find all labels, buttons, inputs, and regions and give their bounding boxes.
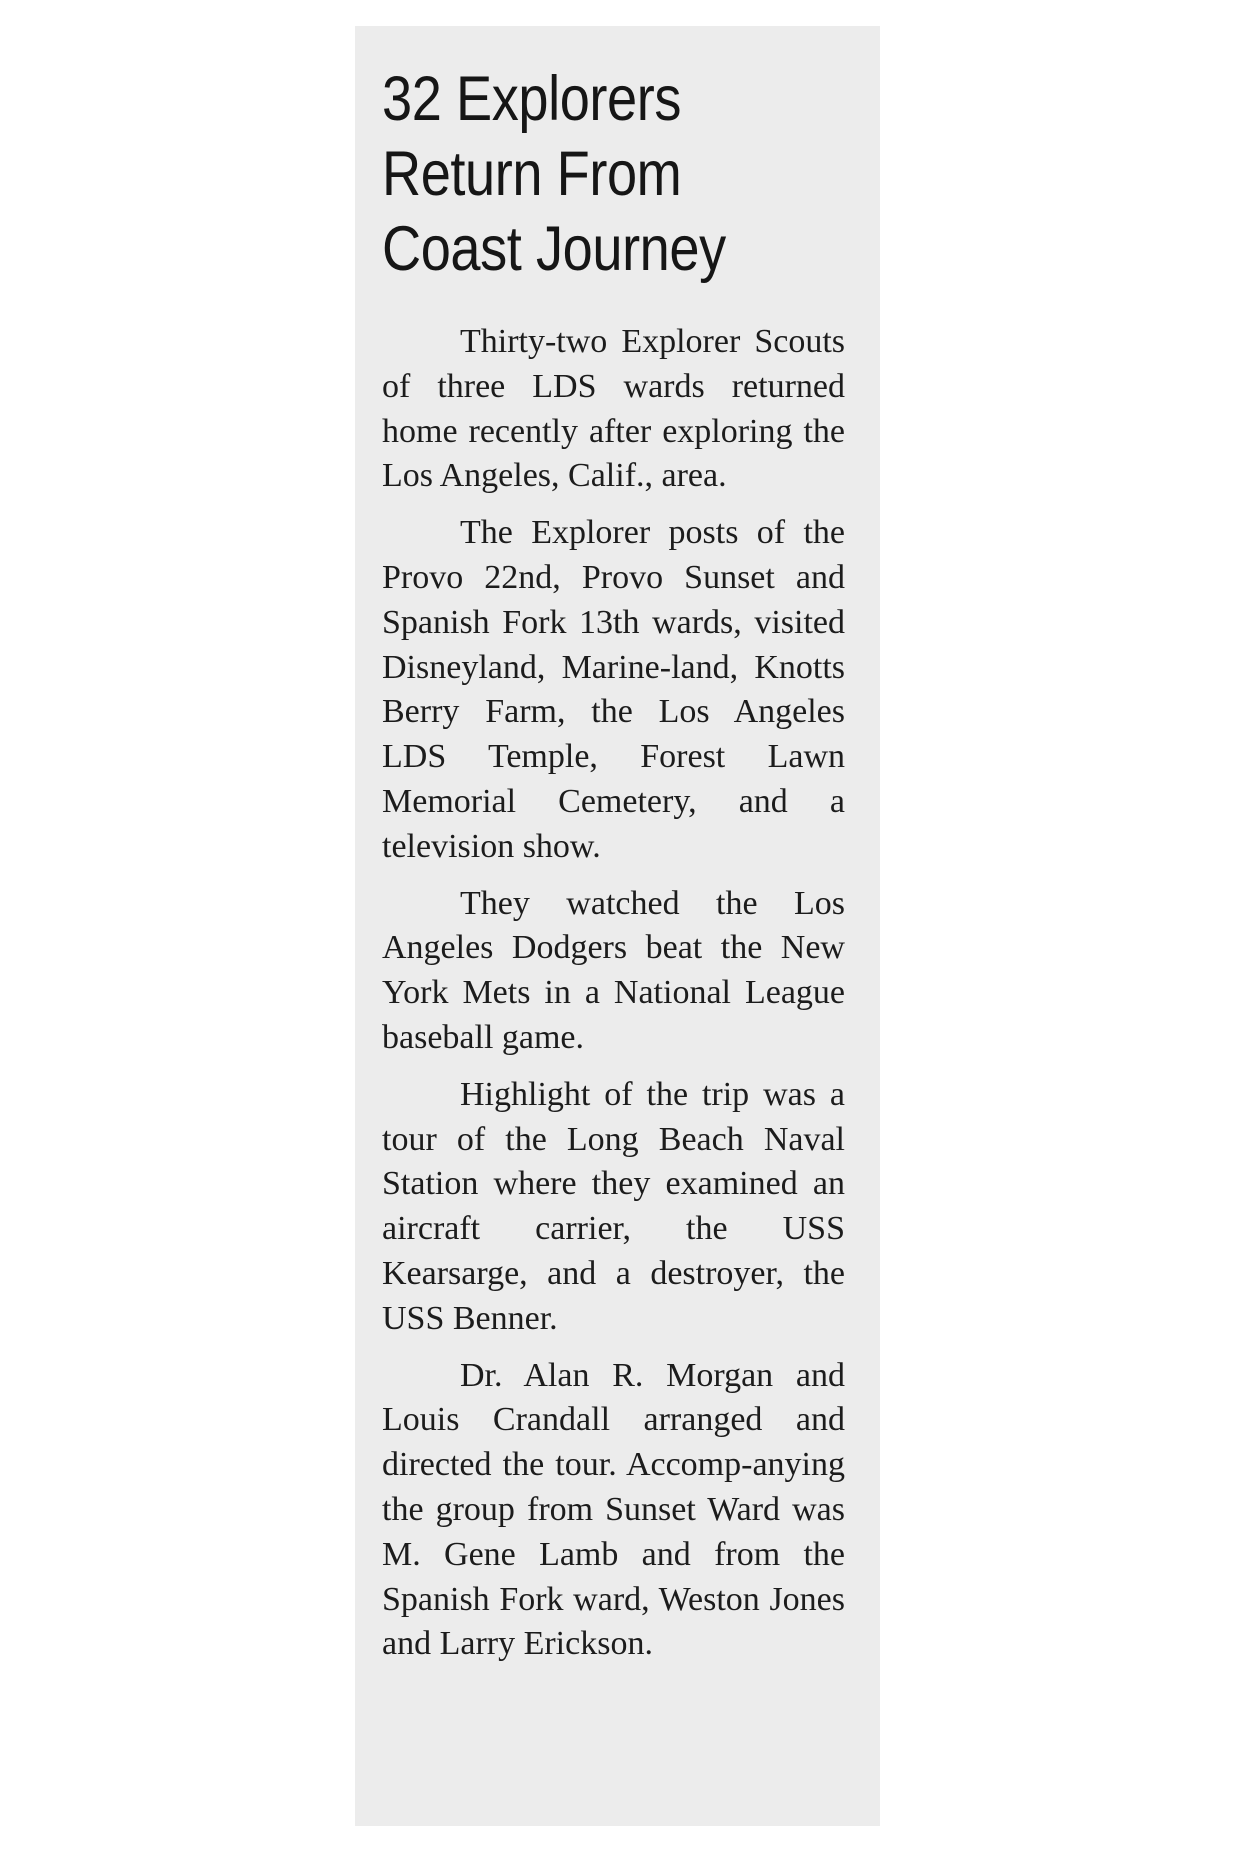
headline-line-1: 32 Explorers bbox=[382, 64, 681, 134]
article-headline bbox=[382, 62, 864, 287]
headline-line-2: Return From bbox=[382, 139, 682, 209]
newspaper-clipping bbox=[355, 26, 880, 1826]
article-paragraph: Dr. Alan R. Morgan and Louis Crandall arranged and directed the tour. Accomp-anying the group from Sunset Ward was M. Gene Lamb and from the Spanish Fork ward, Weston Jones and Larry Erickson. bbox=[382, 1356, 845, 1663]
article-paragraph: They watched the Los Angeles Dodgers beat the New York Mets in a National League baseball game. bbox=[382, 884, 845, 1056]
article-body bbox=[382, 320, 845, 1667]
article-paragraph: Highlight of the trip was a tour of the Long Beach Naval Station where they examined an aircraft carrier, the USS Kearsarge, and a destroyer, the USS Benner. bbox=[382, 1075, 845, 1337]
headline-line-3: Coast Journey bbox=[382, 214, 726, 284]
article-paragraph: Thirty-two Explorer Scouts of three LDS wards returned home recently after exploring the Los Angeles, Calif., area. bbox=[382, 323, 845, 495]
article-paragraph: The Explorer posts of the Provo 22nd, Provo Sunset and Spanish Fork 13th wards, visited Disneyland, Marine-land, Knotts Berry Farm, the Los Angeles LDS Temple, Forest Lawn Memorial Cemetery, and a television show. bbox=[382, 514, 845, 865]
